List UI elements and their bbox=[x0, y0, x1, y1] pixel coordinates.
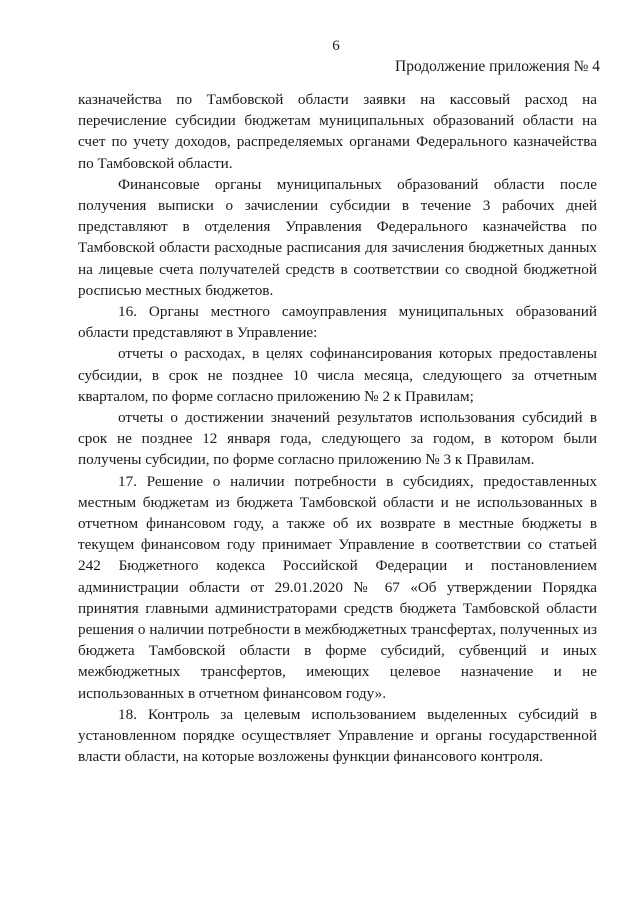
paragraph-results-reports: отчеты о достижении значений результатов использования субсидий в срок не позднее 12 января года, следующего за годом, в котором были получены субсидии, по форме согласно приложению № 3 к Правилам. bbox=[78, 409, 597, 469]
paragraph-item-17: 17. Решение о наличии потребности в субсидиях, предоставленных местным бюджетам из бюджета Тамбовской области и не использованных в отчетном финансовом году, а также об их возврате в местные бюджеты в текущем финансовом году принимает Управление в соответствии со статьей 242 Бюджетного кодекса Российской Федерации и постановлением администрации области от 29.01.2020 № 67 «Об утверждении Порядка принятия главными администраторами средств бюджета Тамбовской области решения о наличии потребности в межбюджетных трансфертах, полученных из бюджета Тамбовской области в форме субсидий, субвенций и иных межбюджетных трансфертов, имеющих целевое назначение и не использованных в отчетном финансовом году». bbox=[78, 472, 597, 702]
paragraph-expense-reports: отчеты о расходах, в целях софинансирования которых предоставлены субсидии, в срок не позднее 10 числа месяца, следующего за отчетным кварталом, по форме согласно приложению № 2 к Правилам; bbox=[78, 345, 597, 405]
paragraph-treasury-request: казначейства по Тамбовской области заявки на кассовый расход на перечисление субсидии бюджетам муниципальных образований области на счет по учету доходов, распределяемых органами Федерального казначейства по Тамбовской области. bbox=[78, 91, 597, 172]
paragraph-financial-bodies: Финансовые органы муниципальных образований области после получения выписки о зачислении субсидии в течение 3 рабочих дней представляют в отделения Управления Федерального казначейства по Тамбовской области расходные расписания для зачисления бюджетных данных на лицевые счета получателей средств в соответствии со сводной бюджетной росписью местных бюджетов. bbox=[78, 175, 597, 299]
page-number: 6 bbox=[332, 38, 340, 54]
document-body bbox=[78, 89, 597, 768]
paragraph-item-18: 18. Контроль за целевым использованием выделенных субсидий в установленном порядке осуществляет Управление и органы государственной власти области, на которые возложены функции финансового контроля. bbox=[78, 705, 597, 766]
paragraph-item-16: 16. Органы местного самоуправления муниципальных образований области представляют в Управление: bbox=[78, 303, 597, 342]
appendix-continuation-label: Продолжение приложения № 4 bbox=[395, 58, 600, 75]
